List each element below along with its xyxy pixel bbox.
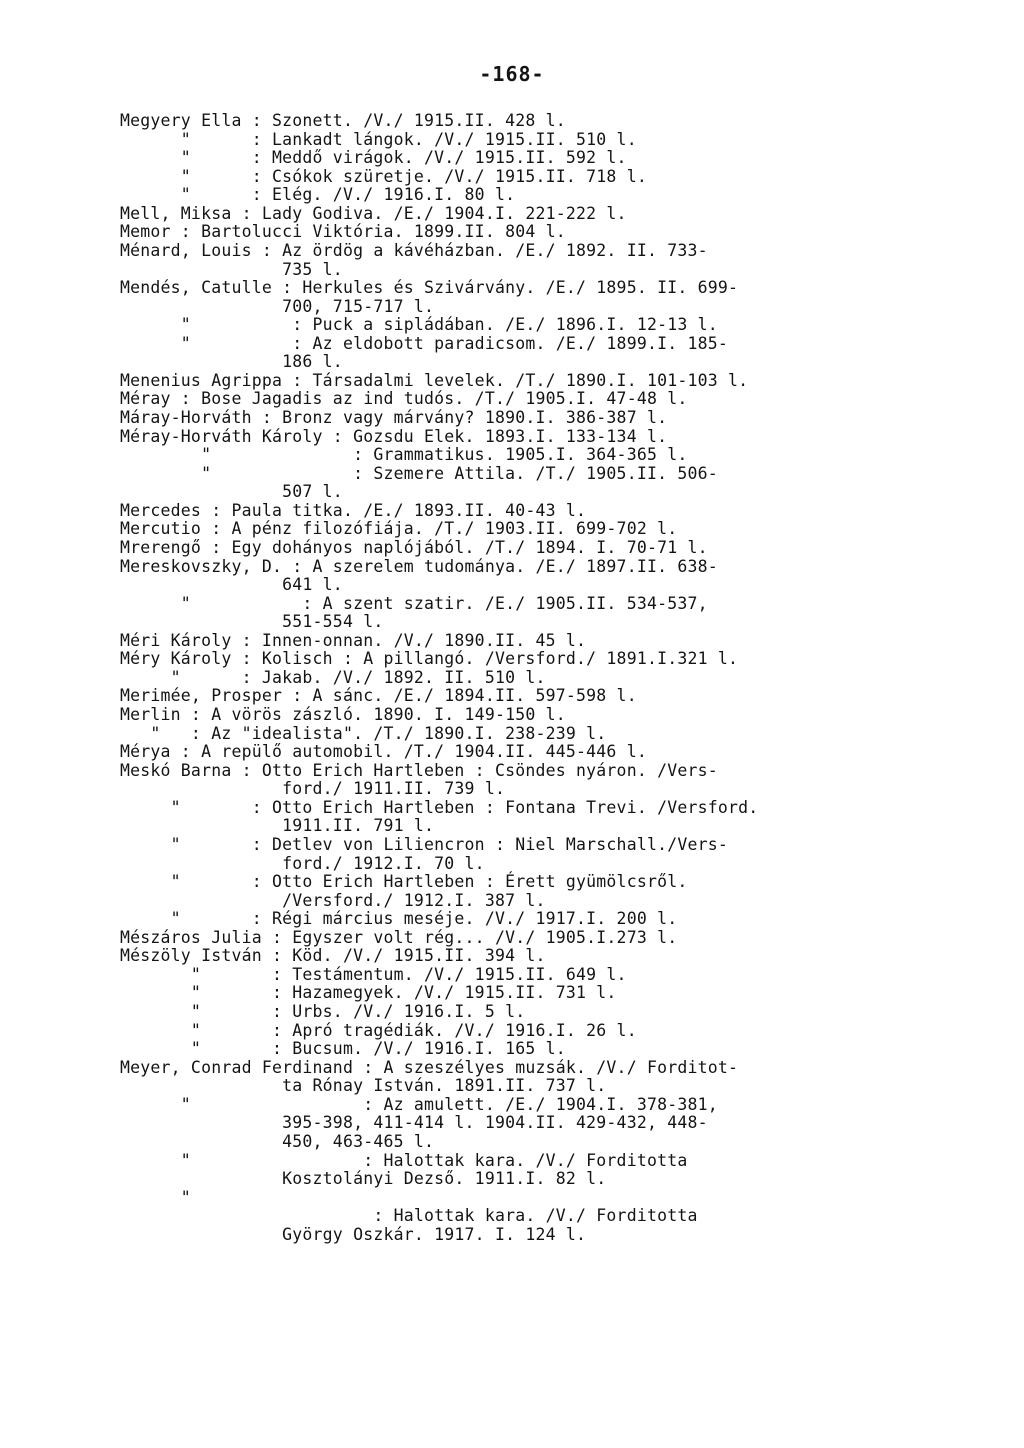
entry-line: 641 l. xyxy=(120,575,343,595)
entry-line: " : Otto Erich Hartleben : Érett gyümölcsről. xyxy=(120,872,688,892)
entry-line: " : Hazamegyek. /V./ 1915.II. 731 l. xyxy=(120,983,617,1003)
entry-line: Méry Károly : Kolisch : A pillangó. /Versford./ 1891.I.321 l. xyxy=(120,649,739,669)
entry-line: " : A szent szatir. /E./ 1905.II. 534-537, xyxy=(120,593,708,613)
entry-line: " : Csókok szüretje. /V./ 1915.II. 718 l. xyxy=(120,166,647,186)
entry-line: Mereskovszky, D. : A szerelem tudománya. /E./ 1897.II. 638- xyxy=(120,556,718,576)
entry-line: " : Puck a sipládában. /E./ 1896.I. 12-13 l. xyxy=(120,315,718,335)
entry-line: Megyery Ella : Szonett. /V./ 1915.II. 428 l. xyxy=(120,111,566,130)
entry-line: Ménard, Louis : Az ördög a kávéházban. /E./ 1892. II. 733- xyxy=(120,240,708,260)
entry-line: ta Rónay István. 1891.II. 737 l. xyxy=(120,1076,607,1096)
entry-line: 450, 463-465 l. xyxy=(120,1131,435,1151)
entry-line: " : Elég. /V./ 1916.I. 80 l. xyxy=(120,185,516,205)
entry-line: Mrerengő : Egy dohányos naplójából. /T./ 1894. I. 70-71 l. xyxy=(120,537,708,557)
entry-line: 735 l. xyxy=(120,259,343,279)
entry-line: " : Az "idealista". /T./ 1890.I. 238-239 l. xyxy=(120,723,607,743)
bibliography-entries xyxy=(120,112,900,1244)
entry-line: György Oszkár. 1917. I. 124 l. xyxy=(120,1224,587,1244)
entry-line: 395-398, 411-414 l. 1904.II. 429-432, 448- xyxy=(120,1113,708,1133)
entry-line: Mercutio : A pénz filozófiája. /T./ 1903.II. 699-702 l. xyxy=(120,519,678,539)
entry-line: Memor : Bartolucci Viktória. 1899.II. 804 l. xyxy=(120,222,566,242)
entry-line: " : Otto Erich Hartleben : Fontana Trevi. /Versford. xyxy=(120,797,759,817)
entry-line: Menenius Agrippa : Társadalmi levelek. /T./ 1890.I. 101-103 l. xyxy=(120,370,749,390)
entry-line: " : Detlev von Liliencron : Niel Marschall./Vers- xyxy=(120,834,729,854)
entry-line: 507 l. xyxy=(120,482,343,502)
entry-line: " : Az amulett. /E./ 1904.I. 378-381, xyxy=(120,1094,718,1114)
entry-line: Kosztolányi Dezső. 1911.I. 82 l. xyxy=(120,1169,607,1189)
entry-line: Mell, Miksa : Lady Godiva. /E./ 1904.I. 221-222 l. xyxy=(120,203,627,223)
entry-line: Mészöly István : Köd. /V./ 1915.II. 394 l. xyxy=(120,946,546,966)
entry-line: " : Régi március meséje. /V./ 1917.I. 200 l. xyxy=(120,909,678,929)
entry-line: Merlin : A vörös zászló. 1890. I. 149-150 l. xyxy=(120,705,566,724)
entry-line: Mendés, Catulle : Herkules és Szivárvány. /E./ 1895. II. 699- xyxy=(120,278,739,298)
entry-line: 700, 715-717 l. xyxy=(120,296,435,316)
entry-line: " : Apró tragédiák. /V./ 1916.I. 26 l. xyxy=(120,1020,637,1040)
entry-line: ford./ 1911.II. 739 l. xyxy=(120,779,506,799)
entry-line: 186 l. xyxy=(120,352,343,372)
entry-line: Méri Károly : Innen-onnan. /V./ 1890.II. 45 l. xyxy=(120,630,587,650)
entry-line: " : Meddő virágok. /V./ 1915.II. 592 l. xyxy=(120,148,627,168)
entry-line: : Halottak kara. /V./ Forditotta xyxy=(120,1206,698,1226)
entry-line: " : Urbs. /V./ 1916.I. 5 l. xyxy=(120,1002,526,1021)
entry-line: " : Szemere Attila. /T./ 1905.II. 506- xyxy=(120,463,718,483)
entry-line: Méray : Bose Jagadis az ind tudós. /T./ 1905.I. 47-48 l. xyxy=(120,389,688,409)
entry-line: " : Halottak kara. /V./ Forditotta xyxy=(120,1150,688,1170)
entry-line: Mészáros Julia : Egyszer volt rég... /V./ 1905.I.273 l. xyxy=(120,927,678,947)
entry-line: /Versford./ 1912.I. 387 l. xyxy=(120,890,546,910)
entry-line: Merimée, Prosper : A sánc. /E./ 1894.II. 597-598 l. xyxy=(120,686,637,706)
entry-line: " : Az eldobott paradicsom. /E./ 1899.I. 185- xyxy=(120,333,729,353)
entry-line: " : Testámentum. /V./ 1915.II. 649 l. xyxy=(120,964,627,984)
entry-line: " : Jakab. /V./ 1892. II. 510 l. xyxy=(120,667,546,687)
entry-line: Mercedes : Paula titka. /E./ 1893.II. 40-43 l. xyxy=(120,500,587,520)
entry-line: " : Grammatikus. 1905.I. 364-365 l. xyxy=(120,445,688,465)
entry-line: Méray-Horváth Károly : Gozsdu Elek. 1893.I. 133-134 l. xyxy=(120,426,668,446)
page-number: -168- xyxy=(479,62,545,86)
entry-line: Máray-Horváth : Bronz vagy márvány? 1890.I. 386-387 l. xyxy=(120,408,668,427)
entry-line: Meskó Barna : Otto Erich Hartleben : Csöndes nyáron. /Vers- xyxy=(120,760,718,780)
entry-line: Meyer, Conrad Ferdinand : A szeszélyes muzsák. /V./ Forditot- xyxy=(120,1057,739,1077)
entry-line: 1911.II. 791 l. xyxy=(120,816,435,836)
entry-line: " xyxy=(120,1187,191,1207)
entry-line: " : Bucsum. /V./ 1916.I. 165 l. xyxy=(120,1039,566,1059)
entry-line: " : Lankadt lángok. /V./ 1915.II. 510 l. xyxy=(120,129,637,149)
entry-line: Mérya : A repülő automobil. /T./ 1904.II. 445-446 l. xyxy=(120,742,647,762)
entry-line: 551-554 l. xyxy=(120,612,384,632)
entry-line: ford./ 1912.I. 70 l. xyxy=(120,853,485,873)
